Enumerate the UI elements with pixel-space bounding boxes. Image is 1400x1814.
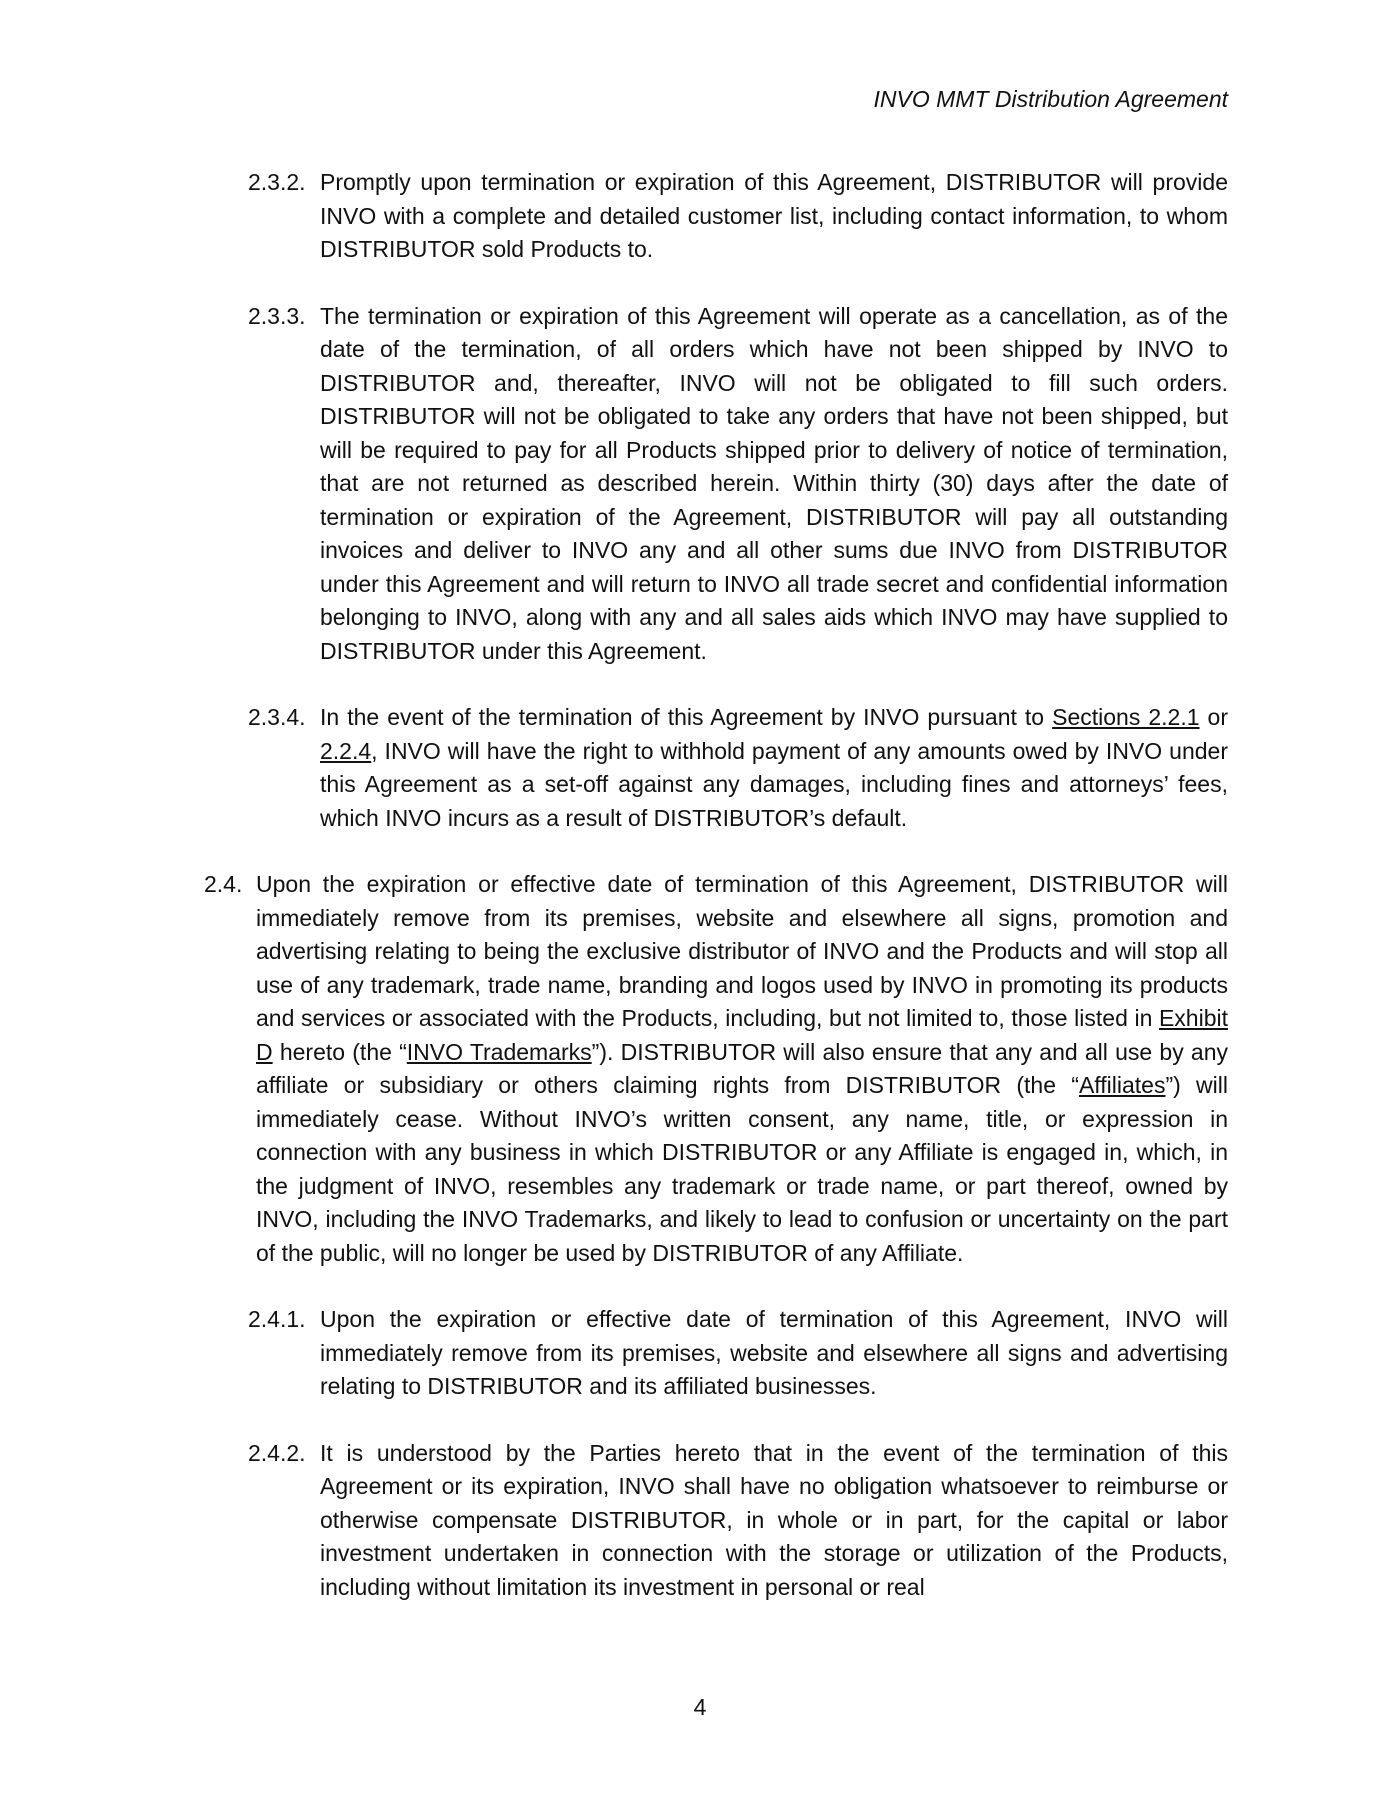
document-body (0, 166, 1400, 1637)
section-2-3-2 (248, 166, 1228, 267)
section-text (320, 704, 1228, 831)
defined-term-invo-trademarks: INVO Trademarks (406, 1038, 592, 1065)
section-number: 2.3.3. (248, 302, 306, 329)
text-run: ”) will immediately cease. Without INVO’s written consent, any name, title, or expression in connection with any business in which DISTRIBUTOR or any Affiliate is engaged in, which, in the judgment of INVO, resembles any trademark or trade name, or part thereof, owned by INVO, including the INVO Trademarks, and likely to lead to confusion or uncertainty on the part of the public, will no longer be used by DISTRIBUTOR of any Affiliate. (256, 1072, 1228, 1266)
section-2-4-1 (248, 1303, 1228, 1404)
section-text: It is understood by the Parties hereto that in the event of the termination of this Agreement or its expiration, INVO shall have no obligation whatsoever to reimburse or otherwise compensate DISTRIBUTOR, in whole or in part, for the capital or labor investment undertaken in connection with the storage or utilization of the Products, including without limitation its investment in personal or real (320, 1439, 1228, 1600)
section-number: 2.3.4. (248, 704, 306, 730)
defined-term-affiliates: Affiliates (1078, 1072, 1166, 1098)
section-text: The termination or expiration of this Agreement will operate as a cancellation, as of the date of the termination, of all orders which have not been shipped by INVO to DISTRIBUTOR and, thereafter, INVO will not be obligated to fill such orders. DISTRIBUTOR will not be obligated to take any orders that have not been shipped, but will be required to pay for all Products shipped prior to delivery of notice of termination, that are not returned as described herein. Within thirty (30) days after the date of termination or expiration of the Agreement, DISTRIBUTOR will pay all outstanding invoices and deliver to INVO any and all other sums due INVO from DISTRIBUTOR under this Agreement and will return to INVO all trade secret and confidential information belonging to INVO, along with any and all sales aids which INVO may have supplied to DISTRIBUTOR under this Agreement. (320, 302, 1228, 664)
section-number: 2.4.1. (248, 1306, 306, 1332)
page-number: 4 (693, 1694, 707, 1720)
section-2-3-3 (248, 300, 1228, 669)
text-run: ”). DISTRIBUTOR will also ensure that any and all use by any affiliate or subsidiary or others claiming rights from DISTRIBUTOR (the “ (256, 1038, 1228, 1098)
section-2-4 (204, 868, 1228, 1270)
section-reference-2-2-4: 2.2.4 (320, 737, 372, 764)
running-header: INVO MMT Distribution Agreement (873, 86, 1228, 112)
text-run: or (1199, 704, 1229, 730)
section-number: 2.3.2. (248, 169, 306, 195)
text-run: , INVO will have the right to withhold payment of any amounts owed by INVO under this Agreement as a set-off against any damages, including fines and attorneys’ fees, which INVO incurs as a result of DISTRIBUTOR’s default. (320, 737, 1228, 831)
text-run: Upon the expiration or effective date of termination of this Agreement, DISTRIBUTOR will immediately remove from its premises, website and elsewhere all signs, promotion and advertising relating to being the exclusive distributor of INVO and the Products and will stop all use of any trademark, trade name, branding and logos used by INVO in promoting its products and services or associated with the Products, including, but not limited to, those listed in (256, 871, 1228, 1031)
exhibit-reference: Exhibit D (256, 1005, 1228, 1065)
section-text: Promptly upon termination or expiration of this Agreement, DISTRIBUTOR will provide INVO with a complete and detailed customer list, including contact information, to whom DISTRIBUTOR sold Products to. (320, 169, 1228, 262)
section-text: Upon the expiration or effective date of termination of this Agreement, INVO will immediately remove from its premises, website and elsewhere all signs and advertising relating to DISTRIBUTOR and its affiliated businesses. (320, 1306, 1228, 1399)
section-number: 2.4. (204, 871, 243, 897)
section-2-3-4 (248, 701, 1229, 835)
section-2-4-2 (248, 1437, 1228, 1605)
text-run: hereto (the “ (272, 1038, 407, 1065)
section-number: 2.4.2. (248, 1439, 306, 1466)
section-reference-2-2-1: Sections 2.2.1 (1052, 704, 1200, 730)
text-run: In the event of the termination of this Agreement by INVO pursuant to (320, 704, 1053, 730)
section-text (256, 871, 1228, 1266)
